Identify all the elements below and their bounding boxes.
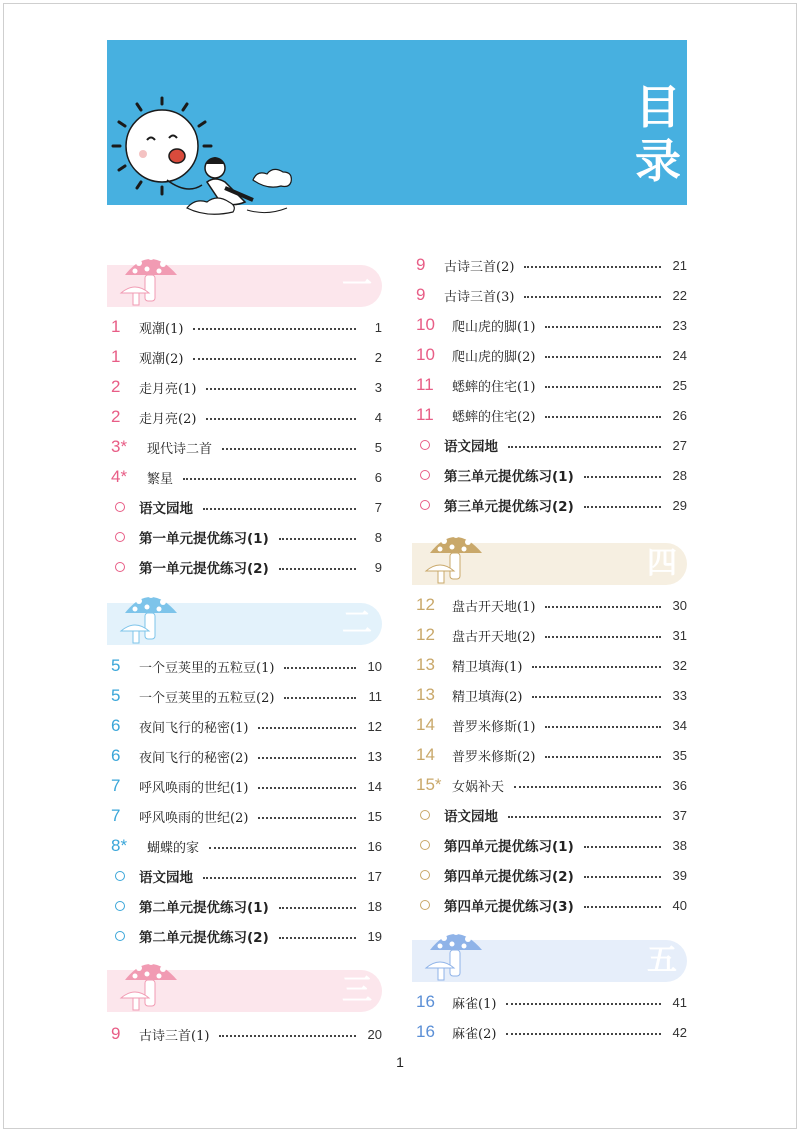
dot-leader	[532, 696, 661, 698]
unit-number: 三	[342, 973, 372, 1008]
circle-bullet-icon	[420, 810, 430, 820]
lesson-title: 语文园地	[444, 809, 498, 825]
toc-entry[interactable]	[416, 310, 687, 340]
toc-entry[interactable]	[416, 770, 687, 800]
toc-entry[interactable]	[111, 462, 382, 492]
dot-leader	[545, 726, 661, 728]
toc-entry[interactable]	[416, 430, 687, 460]
lesson-number: 9	[416, 285, 426, 304]
toc-entry[interactable]	[416, 1017, 687, 1047]
lesson-number: 16	[416, 992, 435, 1011]
toc-entry[interactable]	[416, 490, 687, 520]
lesson-number: 1	[111, 347, 121, 366]
unit-header-bar	[107, 265, 382, 307]
page-ref: 41	[672, 994, 687, 1010]
toc-entry[interactable]	[111, 312, 382, 342]
lesson-title: 呼风唤雨的世纪(2)	[139, 810, 249, 826]
lesson-title: 麻雀(2)	[452, 1026, 497, 1042]
page-ref: 12	[367, 718, 382, 734]
toc-entry[interactable]	[111, 891, 382, 921]
circle-bullet-icon	[420, 870, 430, 880]
page-ref: 37	[672, 807, 687, 823]
page-ref: 25	[672, 377, 687, 393]
lesson-title: 盘古开天地(1)	[452, 599, 536, 615]
unit-number: 五	[647, 943, 677, 978]
circle-bullet-icon	[420, 840, 430, 850]
dot-leader	[203, 877, 356, 879]
lesson-title: 古诗三首(1)	[139, 1028, 210, 1044]
page-ref: 32	[672, 657, 687, 673]
lesson-title: 爬山虎的脚(1)	[452, 319, 536, 335]
toc-entry[interactable]	[416, 590, 687, 620]
toc-entry[interactable]	[416, 830, 687, 860]
toc-entry[interactable]	[111, 552, 382, 582]
dot-leader	[584, 906, 661, 908]
lesson-title: 古诗三首(3)	[444, 289, 515, 305]
dot-leader	[183, 478, 356, 480]
dot-leader	[284, 697, 356, 699]
unit-header-bar	[107, 970, 382, 1012]
page-ref: 4	[374, 409, 382, 425]
page-ref: 42	[672, 1024, 687, 1040]
toc-entry[interactable]	[111, 402, 382, 432]
page-ref: 13	[367, 748, 382, 764]
circle-bullet-icon	[420, 440, 430, 450]
dot-leader	[508, 446, 661, 448]
lesson-title: 第三单元提优练习(2)	[444, 499, 574, 515]
dot-leader	[508, 816, 661, 818]
lesson-number: 9	[416, 255, 426, 274]
page-ref: 16	[367, 838, 382, 854]
page-ref: 2	[374, 349, 382, 365]
sun-kite-illustration	[107, 90, 307, 230]
dot-leader	[524, 296, 661, 298]
page-title: 目录	[635, 80, 681, 188]
dot-leader	[545, 326, 661, 328]
lesson-title: 古诗三首(2)	[444, 259, 515, 275]
lesson-title: 蝴蝶的家	[147, 840, 200, 856]
toc-entry[interactable]	[416, 280, 687, 310]
dot-leader	[584, 846, 661, 848]
toc-entry[interactable]	[111, 681, 382, 711]
mushroom-icon	[420, 922, 490, 982]
lesson-number: 13	[416, 655, 435, 674]
lesson-title: 麻雀(1)	[452, 996, 497, 1012]
lesson-number: 2	[111, 407, 121, 426]
unit-number: 四	[647, 546, 677, 581]
circle-bullet-icon	[115, 931, 125, 941]
lesson-number: 8*	[111, 836, 128, 855]
lesson-title: 走月亮(1)	[139, 381, 197, 397]
toc-entry[interactable]	[416, 860, 687, 890]
lesson-number: 7	[111, 806, 121, 825]
dot-leader	[545, 606, 661, 608]
page-ref: 30	[672, 597, 687, 613]
lesson-title: 爬山虎的脚(2)	[452, 349, 536, 365]
lesson-title: 第三单元提优练习(1)	[444, 469, 574, 485]
lesson-title: 普罗米修斯(1)	[452, 719, 536, 735]
toc-entry[interactable]	[111, 711, 382, 741]
page-ref: 6	[374, 469, 382, 485]
unit-header-bar	[412, 940, 687, 982]
toc-entry[interactable]	[111, 651, 382, 681]
page-ref: 21	[672, 257, 687, 273]
lesson-number: 3*	[111, 437, 128, 456]
page-ref: 36	[672, 777, 687, 793]
lesson-title: 第四单元提优练习(3)	[444, 899, 574, 915]
page-ref: 14	[367, 778, 382, 794]
dot-leader	[209, 847, 356, 849]
toc-entry[interactable]	[111, 801, 382, 831]
mushroom-icon	[420, 525, 490, 585]
dot-leader	[193, 328, 356, 330]
lesson-title: 第一单元提优练习(1)	[139, 531, 269, 547]
toc-entry[interactable]	[416, 710, 687, 740]
circle-bullet-icon	[115, 532, 125, 542]
toc-entry[interactable]	[416, 250, 687, 280]
toc-entry[interactable]	[111, 861, 382, 891]
page-ref: 3	[374, 379, 382, 395]
dot-leader	[514, 786, 661, 788]
mushroom-icon	[115, 585, 185, 645]
dot-leader	[258, 757, 356, 759]
lesson-number: 7	[111, 776, 121, 795]
dot-leader	[279, 568, 356, 570]
page-ref: 24	[672, 347, 687, 363]
lesson-number: 11	[416, 375, 434, 394]
page-ref: 15	[367, 808, 382, 824]
toc-entry[interactable]	[416, 650, 687, 680]
dot-leader	[545, 356, 661, 358]
toc-entry[interactable]	[111, 432, 382, 462]
toc-entry[interactable]	[111, 741, 382, 771]
dot-leader	[584, 476, 661, 478]
dot-leader	[203, 508, 356, 510]
circle-bullet-icon	[420, 470, 430, 480]
lesson-title: 第四单元提优练习(1)	[444, 839, 574, 855]
mushroom-icon	[115, 247, 185, 307]
lesson-title: 第二单元提优练习(1)	[139, 900, 269, 916]
page-ref: 1	[374, 319, 382, 335]
lesson-number: 13	[416, 685, 435, 704]
lesson-title: 现代诗二首	[147, 441, 213, 457]
lesson-title: 夜间飞行的秘密(1)	[139, 720, 249, 736]
toc-entry[interactable]	[416, 800, 687, 830]
circle-bullet-icon	[420, 900, 430, 910]
circle-bullet-icon	[115, 502, 125, 512]
dot-leader	[506, 1033, 661, 1035]
page-ref: 20	[367, 1026, 382, 1042]
dot-leader	[584, 506, 661, 508]
dot-leader	[219, 1035, 356, 1037]
toc-entry[interactable]	[416, 340, 687, 370]
unit-header-bar	[107, 603, 382, 645]
dot-leader	[545, 636, 661, 638]
page-ref: 39	[672, 867, 687, 883]
page-ref: 17	[367, 868, 382, 884]
toc-entry[interactable]	[111, 342, 382, 372]
toc-entry[interactable]	[416, 987, 687, 1017]
lesson-title: 一个豆荚里的五粒豆(1)	[139, 660, 275, 676]
dot-leader	[524, 266, 661, 268]
page-ref: 38	[672, 837, 687, 853]
toc-entry[interactable]	[111, 831, 382, 861]
page-ref: 28	[672, 467, 687, 483]
unit-header-bar	[412, 543, 687, 585]
page-ref: 11	[368, 688, 382, 704]
page-ref: 10	[367, 658, 382, 674]
toc-entry[interactable]	[111, 492, 382, 522]
toc-entry[interactable]	[416, 400, 687, 430]
toc-entry[interactable]	[416, 890, 687, 920]
lesson-title: 精卫填海(2)	[452, 689, 523, 705]
lesson-title: 第一单元提优练习(2)	[139, 561, 269, 577]
dot-leader	[206, 388, 356, 390]
lesson-title: 第二单元提优练习(2)	[139, 930, 269, 946]
page-ref: 35	[672, 747, 687, 763]
page-ref: 40	[672, 897, 687, 913]
page-ref: 19	[367, 928, 382, 944]
page-ref: 23	[672, 317, 687, 333]
page-number: 1	[396, 1054, 404, 1070]
lesson-number: 12	[416, 595, 435, 614]
lesson-title: 第四单元提优练习(2)	[444, 869, 574, 885]
toc-entry[interactable]	[111, 1019, 382, 1049]
dot-leader	[258, 817, 356, 819]
dot-leader	[545, 386, 661, 388]
page-ref: 27	[672, 437, 687, 453]
unit-number: 一	[342, 268, 372, 303]
lesson-title: 一个豆荚里的五粒豆(2)	[139, 690, 275, 706]
lesson-number: 15*	[416, 775, 442, 794]
lesson-title: 女娲补天	[452, 779, 505, 795]
lesson-number: 10	[416, 315, 435, 334]
lesson-number: 16	[416, 1022, 435, 1041]
unit-number: 二	[342, 606, 372, 641]
lesson-number: 6	[111, 746, 121, 765]
lesson-title: 普罗米修斯(2)	[452, 749, 536, 765]
page-ref: 8	[374, 529, 382, 545]
lesson-number: 5	[111, 686, 121, 705]
lesson-number: 6	[111, 716, 121, 735]
dot-leader	[545, 416, 661, 418]
toc-entry[interactable]	[416, 460, 687, 490]
lesson-title: 蟋蟀的住宅(2)	[452, 409, 536, 425]
lesson-title: 精卫填海(1)	[452, 659, 523, 675]
page-ref: 5	[374, 439, 382, 455]
circle-bullet-icon	[420, 500, 430, 510]
circle-bullet-icon	[115, 562, 125, 572]
lesson-number: 14	[416, 715, 435, 734]
lesson-number: 12	[416, 625, 435, 644]
toc-entry[interactable]	[111, 771, 382, 801]
page-ref: 33	[672, 687, 687, 703]
dot-leader	[279, 907, 356, 909]
toc-entry[interactable]	[416, 370, 687, 400]
circle-bullet-icon	[115, 901, 125, 911]
lesson-title: 语文园地	[139, 870, 193, 886]
lesson-title: 观潮(1)	[139, 321, 184, 337]
dot-leader	[258, 787, 356, 789]
lesson-number: 10	[416, 345, 435, 364]
dot-leader	[506, 1003, 661, 1005]
lesson-number: 1	[111, 317, 121, 336]
toc-entry[interactable]	[111, 921, 382, 951]
lesson-number: 11	[416, 405, 434, 424]
lesson-title: 繁星	[147, 471, 174, 487]
dot-leader	[284, 667, 356, 669]
lesson-title: 呼风唤雨的世纪(1)	[139, 780, 249, 796]
toc-entry[interactable]	[416, 680, 687, 710]
page-ref: 9	[374, 559, 382, 575]
dot-leader	[279, 937, 356, 939]
page-ref: 18	[367, 898, 382, 914]
page-ref: 31	[672, 627, 687, 643]
toc-entry[interactable]	[416, 740, 687, 770]
mushroom-icon	[115, 952, 185, 1012]
dot-leader	[193, 358, 356, 360]
circle-bullet-icon	[115, 871, 125, 881]
dot-leader	[584, 876, 661, 878]
page-ref: 26	[672, 407, 687, 423]
lesson-title: 语文园地	[139, 501, 193, 517]
page-ref: 22	[672, 287, 687, 303]
dot-leader	[206, 418, 356, 420]
lesson-number: 9	[111, 1024, 121, 1043]
dot-leader	[279, 538, 356, 540]
lesson-title: 盘古开天地(2)	[452, 629, 536, 645]
lesson-title: 观潮(2)	[139, 351, 184, 367]
lesson-number: 2	[111, 377, 121, 396]
page-ref: 34	[672, 717, 687, 733]
lesson-title: 语文园地	[444, 439, 498, 455]
lesson-number: 14	[416, 745, 435, 764]
dot-leader	[222, 448, 356, 450]
toc-entry[interactable]	[416, 620, 687, 650]
page-ref: 29	[672, 497, 687, 513]
lesson-title: 走月亮(2)	[139, 411, 197, 427]
page-ref: 7	[374, 499, 382, 515]
lesson-title: 夜间飞行的秘密(2)	[139, 750, 249, 766]
dot-leader	[545, 756, 661, 758]
lesson-number: 4*	[111, 467, 128, 486]
dot-leader	[258, 727, 356, 729]
toc-entry[interactable]	[111, 372, 382, 402]
lesson-number: 5	[111, 656, 121, 675]
dot-leader	[532, 666, 661, 668]
lesson-title: 蟋蟀的住宅(1)	[452, 379, 536, 395]
toc-entry[interactable]	[111, 522, 382, 552]
